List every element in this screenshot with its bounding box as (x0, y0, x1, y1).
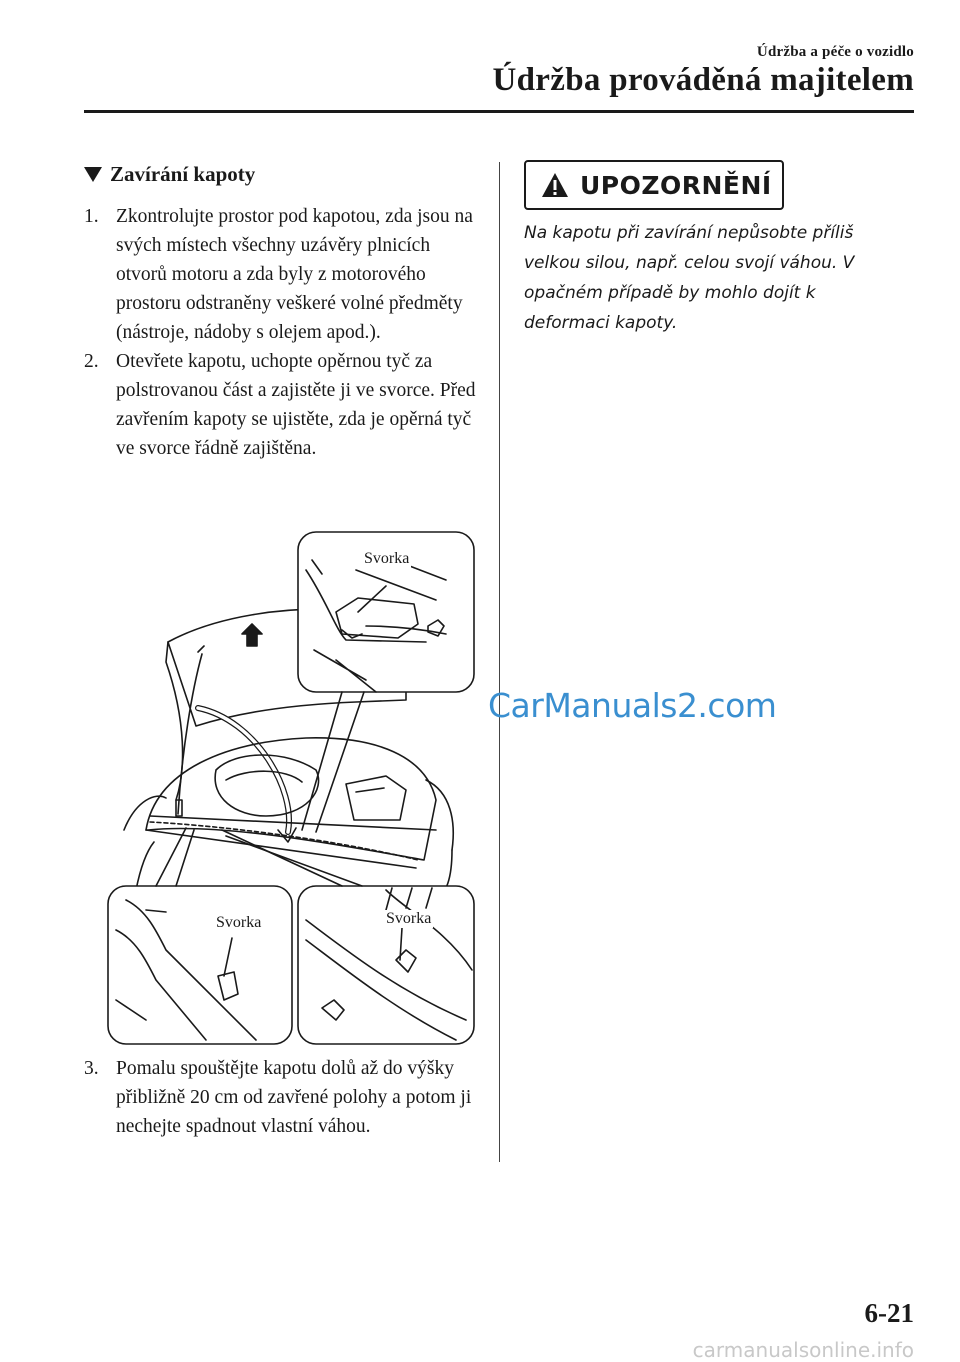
steps-list-continued (84, 1054, 484, 1141)
section-name: Údržba a péče o vozidlo (756, 44, 914, 60)
warning-header (524, 160, 784, 210)
engine-bay-drawing (106, 530, 480, 1050)
step-number: 1. (84, 206, 99, 227)
step-item (84, 1054, 484, 1141)
section-heading (84, 162, 255, 187)
watermark: CarManuals2.com (488, 686, 777, 725)
step-item (84, 202, 484, 347)
step-text: Otevřete kapotu, uchopte opěrnou tyč za polstrovanou část a zajistěte ji ve svorce. Před zavřením kapoty se ujistěte, zda je opěrná tyč ve svorce řádně zajištěna. (116, 351, 476, 459)
section-heading-text: Zavírání kapoty (110, 162, 256, 186)
column-divider (499, 162, 500, 1162)
step-number: 2. (84, 351, 99, 372)
hood-illustration (106, 530, 480, 1050)
warning-text: Na kapotu při zavírání nepůsobte příliš velkou silou, např. celou svojí váhou. V opačném případě by mohlo dojít k deformaci kapoty. (524, 223, 855, 333)
header-divider (84, 110, 914, 113)
step-text: Pomalu spouštějte kapotu dolů až do výšky přibližně 20 cm od zavřené polohy a potom ji nechejte spadnout vlastní váhou. (116, 1058, 472, 1137)
clip-label: Svorka (364, 550, 410, 567)
warning-title: UPOZORNĚNÍ (580, 170, 772, 200)
warning-icon (540, 171, 570, 199)
page-title: Údržba prováděná majitelem (492, 62, 914, 98)
clip-label: Svorka (386, 910, 432, 927)
clip-label: Svorka (216, 914, 262, 931)
steps-list (84, 202, 484, 463)
triangle-bullet-icon (84, 167, 102, 182)
step-number: 3. (84, 1058, 99, 1079)
page-number: 6-21 (864, 1298, 914, 1328)
step-item (84, 347, 484, 463)
step-text: Zkontrolujte prostor pod kapotou, zda jsou na svých místech všechny uzávěry plnicích otvorů motoru a zda byly z motorového prostoru odstraněny veškeré volné předměty (nástroje, nádoby s olejem apod.). (116, 206, 473, 343)
footer-watermark: carmanualsonline.info (692, 1338, 914, 1362)
